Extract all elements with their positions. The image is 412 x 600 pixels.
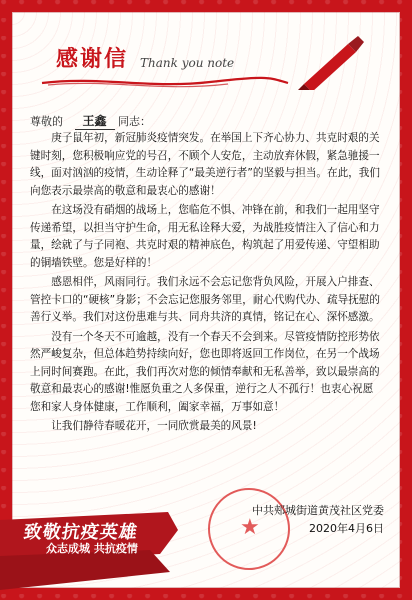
- recipient-name: 王鑫: [75, 112, 115, 130]
- signature-block: [252, 502, 384, 538]
- greeting-text: 尊敬的: [30, 115, 63, 128]
- banner-subtitle: 众志成城 共抗疫情: [46, 542, 138, 555]
- paragraph-4: 没有一个冬天不可逾越，没有一个春天不会到来。尽管疫情防控形势依然严峻复杂，但总体趋势持续向好，您也即将返回工作岗位，在另一个战场上同时间赛跑。在此，我们再次对您的倾情奉献和无私善举，致以最崇高的敬意和最衷心的感谢!惟愿负重之人多保重，逆行之人不孤行！也衷心祝愿您和家人身体健康，工作顺利，阖家幸福，万事如意！: [30, 330, 380, 413]
- paragraph-2: 在这场没有硝烟的战场上，您临危不惧、冲锋在前，和我们一起用坚守传递希望，以担当守护生命，用无私诠释大爱，为战胜疫情注入了信心和力量，绘就了与子同袍、共克时艰的精神底色，构筑起了用爱传递、守望相助的铜墙铁壁。您是好样的！: [30, 204, 380, 269]
- signature-org: 中共郏城街道黄茂社区党委: [252, 504, 384, 517]
- title-area: [28, 32, 378, 102]
- letter-subtitle: Thank you note: [140, 56, 235, 70]
- greeting-suffix: 同志：: [118, 115, 152, 128]
- letter-body: [30, 130, 382, 438]
- letter-title: 感谢信: [56, 46, 129, 72]
- paragraph-3: 感恩相伴，风雨同行。我们永远不会忘记您背负风险，开展入户排查、管控卡口的“硬核”身影；不会忘记您服务邻里，耐心代购代办、疏导抚慰的善行义举。我们对这份患难与共、同舟共济的真情，铭记在心、深怀感激。: [30, 276, 380, 323]
- fountain-pen-icon: [296, 34, 366, 90]
- ribbon-icon: [40, 74, 290, 90]
- banner-title: 致敬抗疫英雄: [22, 522, 140, 543]
- paragraph-1: 庚子鼠年初，新冠肺炎疫情突发。在举国上下齐心协力、共克时艰的关键时刻，您积极响应党的号召，不顾个人安危，主动放弃休假，紧急驰援一线，面对汹汹的疫情，生动诠释了“最美逆行者”的坚毅与担当。在此，我们向您表示最崇高的敬意和最衷心的感谢！: [30, 132, 380, 197]
- paragraph-5: 让我们静待春暖花开，一同欣赏最美的风景!: [51, 420, 257, 432]
- signature-date: 2020年4月6日: [309, 522, 384, 535]
- letter-greeting: [30, 112, 151, 130]
- seal-star-icon: ★: [240, 515, 260, 540]
